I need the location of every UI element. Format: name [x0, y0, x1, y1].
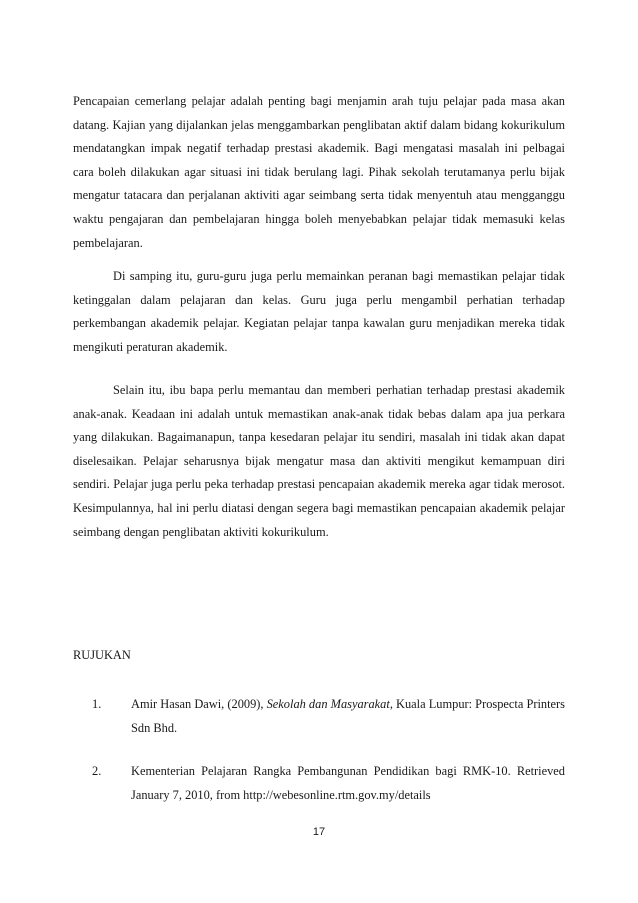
paragraph-1: Pencapaian cemerlang pelajar adalah penting bagi menjamin arah tuju pelajar pada masa akan datang. Kajian yang dijalankan jelas menggambarkan penglibatan aktif dalam bidang kokurikulum mendatangkan impak negatif terhadap prestasi akademik. Bagi mengatasi masalah ini pelbagai cara boleh dilakukan agar situasi ini tidak berulang lagi. Pihak sekolah terutamanya perlu bijak mengatur tatacara dan perjalanan aktiviti agar seimbang serta tidak menyentuh atau mengganggu waktu pengajaran dan pembelajaran hingga boleh menyebabkan pelajar tidak memasuki kelas pembelajaran.: [73, 94, 565, 250]
reference-publisher: , Kuala Lumpur: Prospecta Printers Sdn Bhd.: [131, 697, 566, 735]
reference-text: [131, 693, 565, 740]
paragraph-3: Selain itu, ibu bapa perlu memantau dan memberi perhatian terhadap prestasi akademik anak-anak. Keadaan ini adalah untuk memastikan anak-anak tidak bebas dalam apa jua perkara yang dilakukan. Bagaimanapun, tanpa kesedaran pelajar itu sendiri, masalah ini tidak akan dapat diselesaikan. Pelajar seharusnya bijak mengatur masa dan aktiviti mengikut kemampuan diri sendiri. Pelajar juga perlu peka terhadap prestasi pencapaian akademik mereka agar tidak merosot. Kesimpulannya, hal ini perlu diatasi dengan segera bagi memastikan pencapaian akademik pelajar seimbang dengan penglibatan aktiviti kokurikulum.: [73, 383, 565, 539]
paragraph-2: Di samping itu, guru-guru juga perlu memainkan peranan bagi memastikan pelajar tidak ketinggalan dalam pelajaran dan kelas. Guru juga perlu mengambil perhatian terhadap perkembangan akademik pelajar. Kegiatan pelajar tanpa kawalan guru menjadikan mereka tidak mengikuti peraturan akademik.: [73, 269, 565, 354]
reference-title: Sekolah dan Masyarakat: [266, 697, 390, 711]
reference-item-1: [73, 693, 565, 741]
references-heading: RUJUKAN: [73, 648, 131, 662]
reference-author: Amir Hasan Dawi, (2009),: [131, 697, 267, 711]
reference-item-2: [73, 760, 565, 808]
reference-number: 2.: [92, 764, 102, 778]
reference-text: Kementerian Pelajaran Rangka Pembangunan Pendidikan bagi RMK-10. Retrieved January 7, 2010, from http://webesonline.rtm.gov.my/details: [131, 764, 565, 802]
page-number: 17: [312, 826, 326, 838]
reference-number: 1.: [92, 697, 102, 711]
